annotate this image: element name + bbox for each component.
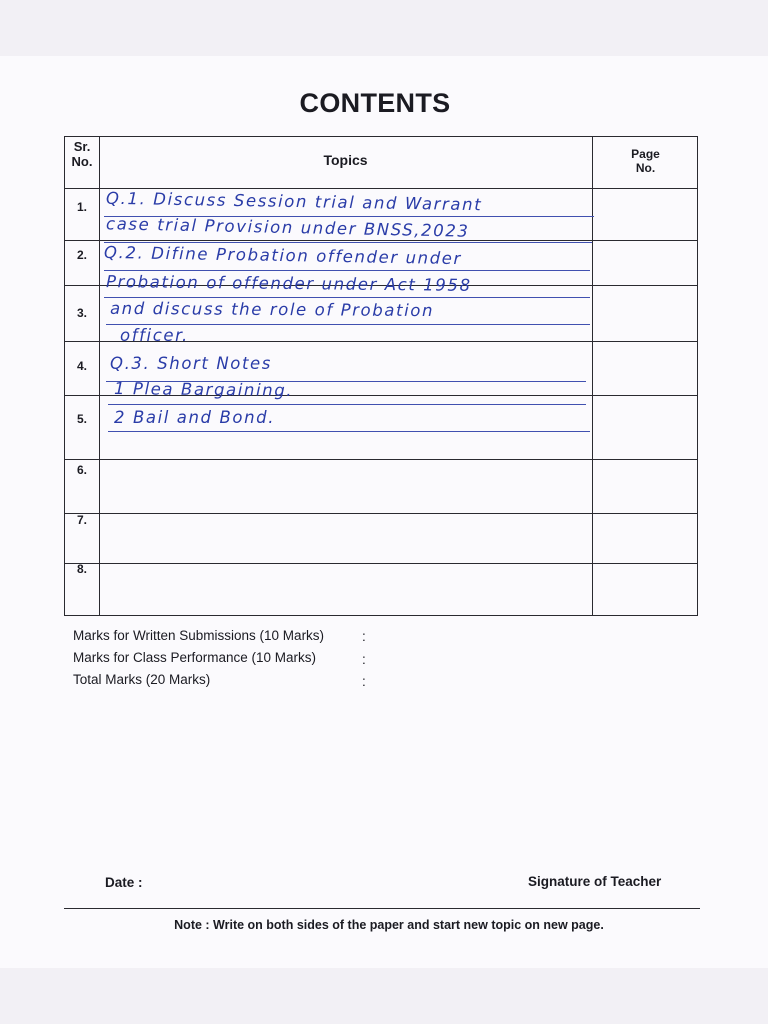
row-number: 8. xyxy=(76,562,87,576)
header-page-line1: Page xyxy=(631,147,660,161)
handwritten-line: 2 Bail and Bond. xyxy=(114,408,276,427)
marks-colon: : xyxy=(362,629,366,644)
signature-label: Signature of Teacher xyxy=(528,874,662,889)
footer-rule xyxy=(64,908,700,909)
handwritten-line: Q.2. Difine Probation offender under xyxy=(103,242,463,269)
header-sr-line1: Sr. xyxy=(73,139,91,154)
date-label: Date : xyxy=(105,875,143,890)
row-divider xyxy=(65,240,697,241)
header-topics: Topics xyxy=(323,152,368,168)
column-divider xyxy=(592,137,593,615)
page-title: CONTENTS xyxy=(299,88,451,118)
handwritten-line: Probation of offender under Act 1958 xyxy=(105,272,472,295)
marks-written-label: Marks for Written Submissions (10 Marks) xyxy=(73,628,325,643)
row-divider xyxy=(65,395,697,396)
row-number: 2. xyxy=(76,248,87,262)
contents-page xyxy=(0,56,768,968)
handwritten-line: and discuss the role of Probation xyxy=(109,298,435,321)
marks-class-label: Marks for Class Performance (10 Marks) xyxy=(73,650,317,665)
row-number: 6. xyxy=(76,463,87,477)
handwritten-line: Q.1. Discuss Session trial and Warrant xyxy=(105,188,483,215)
row-number: 5. xyxy=(76,412,87,426)
header-page-no xyxy=(592,147,699,175)
row-divider xyxy=(65,563,697,564)
handwritten-line: officer. xyxy=(120,326,189,345)
handwritten-line: case trial Provision under BNSS,2023 xyxy=(105,214,470,241)
handwritten-line: Q.3. Short Notes xyxy=(110,354,272,373)
row-number: 4. xyxy=(76,359,87,373)
row-number: 1. xyxy=(76,200,87,214)
marks-colon: : xyxy=(362,674,366,689)
column-divider xyxy=(99,137,100,615)
row-divider xyxy=(65,459,697,460)
marks-colon: : xyxy=(362,652,366,667)
handwritten-line: 1 Plea Bargaining. xyxy=(113,379,294,400)
header-sr-no xyxy=(65,139,99,169)
header-divider xyxy=(65,188,697,189)
row-divider xyxy=(65,285,697,286)
contents-table xyxy=(64,136,698,616)
marks-total-label: Total Marks (20 Marks) xyxy=(73,672,211,687)
footer-note: Note : Write on both sides of the paper and start new topic on new page. xyxy=(174,918,604,932)
row-number: 7. xyxy=(76,513,87,527)
row-number: 3. xyxy=(76,306,87,320)
row-divider xyxy=(65,341,697,342)
header-page-line2: No. xyxy=(635,161,656,175)
row-divider xyxy=(65,513,697,514)
header-sr-line2: No. xyxy=(71,154,93,169)
